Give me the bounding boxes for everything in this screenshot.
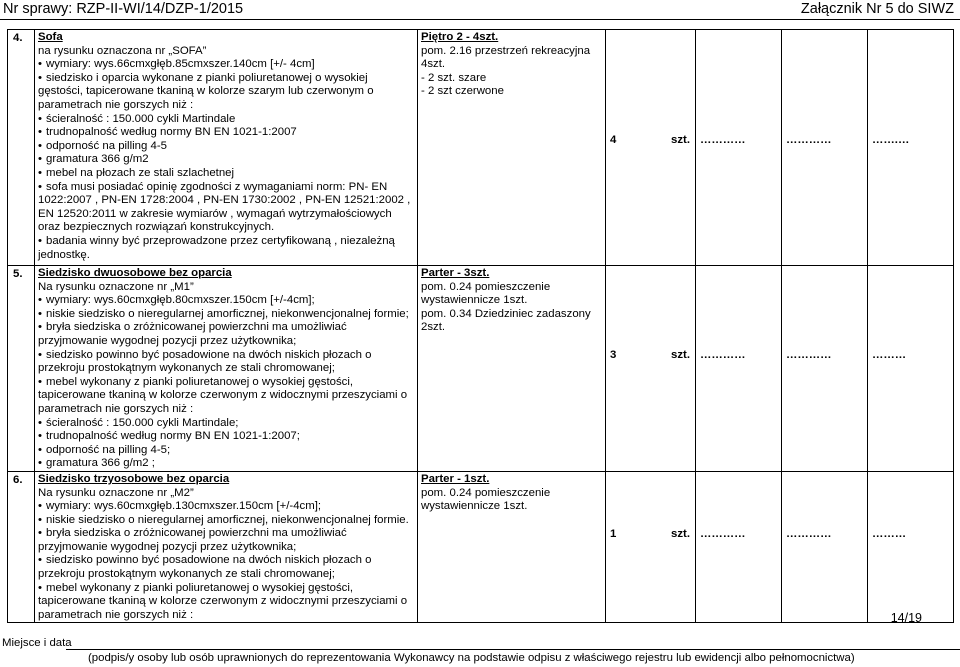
page-number: 14/19	[890, 611, 922, 625]
spec-line: • gramatura 366 g/m2	[38, 153, 415, 167]
spec-line: • wymiary: wys.66cmxgłęb.85cmxszer.140cm [+/- 4cm]	[38, 58, 415, 72]
item-title: Siedzisko trzyosobowe bez oparcia	[38, 472, 230, 485]
price-field	[782, 266, 868, 472]
spec-line: • mebel wykonany z pianki poliuretanowej o wysokiej gęstości, tapicerowane tkaniną w kolorze czerwonym z widocznymi przeszyciami o parametrach nie gorszych niż :	[38, 376, 415, 417]
dotted-placeholder: …………	[700, 349, 746, 361]
spec-line: • niskie siedzisko o nieregularnej amorficznej, niekonwencjonalnej formie;	[38, 308, 415, 322]
spec-line: • wymiary: wys.60cmxgłęb.80cmxszer.150cm [+/-4cm];	[38, 294, 415, 308]
location-floor: Parter - 3szt.	[421, 267, 490, 279]
spec-line: • bryła siedziska o zróżnicowanej powierzchni ma umożliwiać przyjmowanie wygodnej pozycji przez użytkownika;	[38, 321, 415, 348]
location-line: pom. 0.24 pomieszczenie wystawiennicze 1szt.	[421, 280, 551, 307]
spec-line: • trudnopalność według normy BN EN 1021-1:2007;	[38, 430, 415, 444]
spec-line: na rysunku oznaczona nr „SOFA”	[38, 44, 207, 57]
item-description	[35, 30, 418, 266]
dotted-placeholder: ………	[872, 527, 907, 540]
spec-line: • mebel na płozach ze stali szlachetnej	[38, 167, 415, 181]
attachment-label: Załącznik Nr 5 do SIWZ	[800, 1, 954, 17]
quantity-unit: szt.	[671, 349, 690, 361]
spec-line: • siedzisko powinno być posadowione na dwóch niskich płozach o przekroju prostokątnym wykonanych ze stali chromowanej;	[38, 349, 415, 376]
spec-line: • odporność na pilling 4-5;	[38, 444, 415, 458]
dotted-placeholder: …………	[786, 349, 832, 361]
signature-note: (podpis/y osoby lub osób uprawnionych do reprezentowania Wykonawcy na podstawie odpisu z właściwego rejestru lub ewidencji albo pełnomocnictwa)	[88, 652, 855, 664]
quantity-value: 4	[610, 134, 617, 146]
price-field	[696, 471, 782, 623]
table-row	[8, 266, 954, 472]
spec-line: • trudnopalność według normy BN EN 1021-1:2007	[38, 126, 415, 140]
table-row	[8, 30, 954, 266]
dotted-placeholder: ………	[872, 349, 907, 361]
dotted-placeholder: …….…	[872, 134, 910, 146]
price-field	[696, 30, 782, 266]
place-date-label: Miejsce i data	[2, 637, 72, 649]
signature-line	[66, 649, 960, 650]
item-location	[418, 266, 606, 472]
spec-line: • niskie siedzisko o nieregularnej amorficznej, niekonwencjonalnej formie.	[38, 514, 415, 528]
spec-line: • badania winny być przeprowadzone przez certyfikowaną , niezależną jednostkę.	[38, 235, 415, 262]
page-footer	[0, 636, 960, 667]
dotted-placeholder: …………	[700, 527, 746, 540]
item-number: 5.	[8, 266, 35, 472]
spec-line: • mebel wykonany z pianki poliuretanowej o wysokiej gęstości, tapicerowane tkaniną w kolorze czerwonym z widocznymi przeszyciami o parametrach nie gorszych niż :	[38, 582, 415, 623]
spec-line: • gramatura 366 g/m2 ;	[38, 457, 415, 471]
spec-line: Na rysunku oznaczone nr „M1”	[38, 280, 194, 293]
item-quantity	[606, 471, 696, 623]
item-title: Siedzisko dwuosobowe bez oparcia	[38, 267, 232, 279]
items-table	[7, 29, 954, 623]
quantity-value: 3	[610, 349, 617, 361]
price-field	[868, 266, 954, 472]
case-number: Nr sprawy: RZP-II-WI/14/DZP-1/2015	[3, 1, 244, 17]
dotted-placeholder: …………	[700, 134, 746, 146]
spec-line: Na rysunku oznaczone nr „M2”	[38, 486, 194, 499]
location-line: pom. 2.16 przestrzeń rekreacyjna 4szt.	[421, 44, 591, 71]
spec-line: • siedzisko powinno być posadowione na dwóch niskich płozach o przekroju prostokątnym wykonanych ze stali chromowanej;	[38, 554, 415, 581]
location-line: - 2 szt. szare	[421, 71, 487, 84]
dotted-placeholder: …………	[786, 134, 832, 146]
spec-line: • siedzisko i oparcia wykonane z pianki poliuretanowej o wysokiej gęstości, tapicerowane tkaniną w kolorze szarym lub czerwonym o parametrach nie gorszych niż :	[38, 72, 415, 113]
item-quantity	[606, 266, 696, 472]
price-field	[696, 266, 782, 472]
spec-line: • bryła siedziska o zróżnicowanej powierzchni ma umożliwiać przyjmowanie wygodnej pozycji przez użytkownika;	[38, 527, 415, 554]
item-description	[35, 471, 418, 623]
price-field	[868, 30, 954, 266]
dotted-placeholder: …………	[786, 527, 832, 540]
item-number: 6.	[8, 471, 35, 623]
table-row	[8, 471, 954, 623]
header-divider	[0, 19, 960, 20]
spec-line: • ścieralność : 150.000 cykli Martindale;	[38, 417, 415, 431]
item-number: 4.	[8, 30, 35, 266]
price-field	[782, 30, 868, 266]
item-description	[35, 266, 418, 472]
item-quantity	[606, 30, 696, 266]
spec-line: • sofa musi posiadać opinię zgodności z wymaganiami norm: PN- EN 1022:2007 , PN-EN 1728:2004 , PN-EN 1730:2002 , PN-EN 12521:2002 , EN 12520:2011 w zakresie wymiarów , wymagań wytrzymałościowych oraz bezpiecznych rozwiązań konstrukcyjnych.	[38, 181, 415, 235]
quantity-unit: szt.	[671, 527, 690, 540]
spec-line: • ścieralność : 150.000 cykli Martindale	[38, 113, 415, 127]
location-line: pom. 0.34 Dziedziniec zadaszony 2szt.	[421, 307, 591, 334]
page-header	[0, 0, 960, 18]
item-location	[418, 30, 606, 266]
spec-line: • odporność na pilling 4-5	[38, 140, 415, 154]
price-field	[782, 471, 868, 623]
quantity-unit: szt.	[671, 134, 690, 146]
location-line: pom. 0.24 pomieszczenie wystawiennicze 1szt.	[421, 486, 551, 513]
location-floor: Piętro 2 - 4szt.	[421, 31, 499, 43]
spec-line: • wymiary: wys.60cmxgłęb.130cmxszer.150cm [+/-4cm];	[38, 500, 415, 514]
location-floor: Parter - 1szt.	[421, 472, 490, 485]
item-title: Sofa	[38, 31, 63, 43]
price-field	[868, 471, 954, 623]
item-location	[418, 471, 606, 623]
quantity-value: 1	[610, 527, 617, 540]
location-line: - 2 szt czerwone	[421, 85, 504, 98]
